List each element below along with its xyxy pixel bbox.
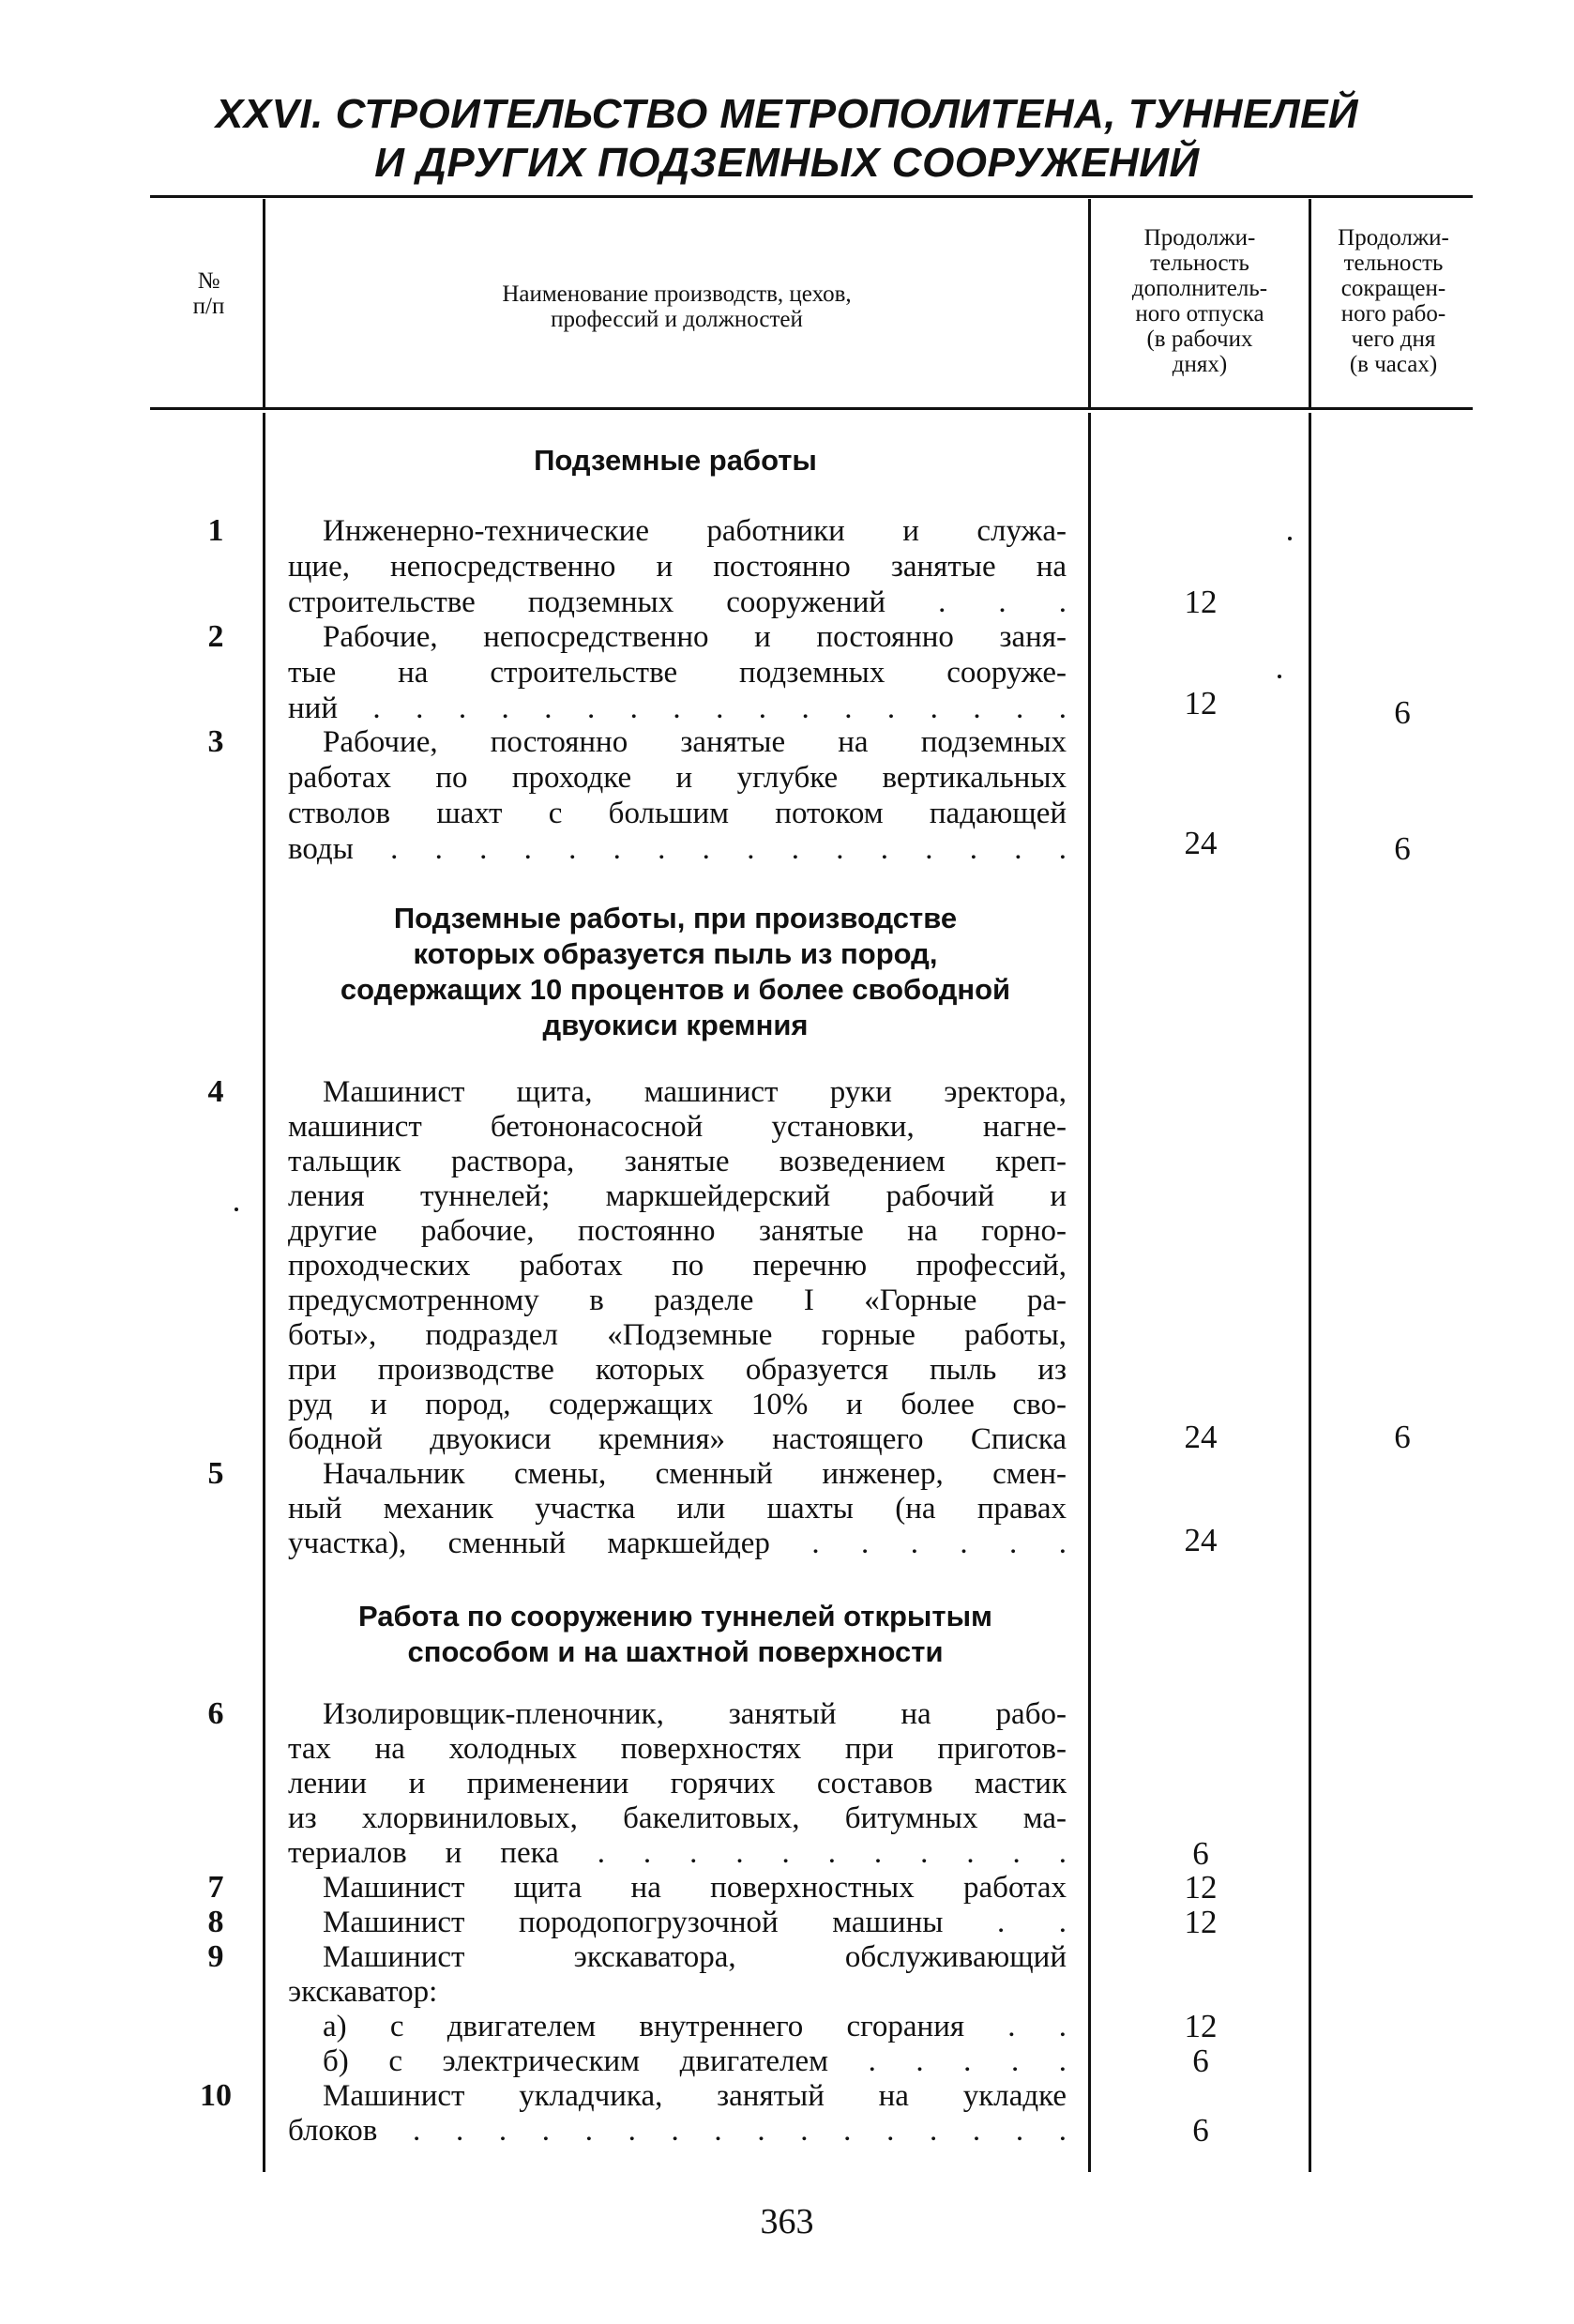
leave-value: 12 [1184,2008,1218,2044]
row-text: тые на строительстве подземных сооруже- [288,656,1067,690]
row-number: 8 [207,1905,224,1939]
short-day-value: 6 [1394,694,1411,731]
row-number: 6 [207,1696,224,1731]
row-text: а) с двигателем внутреннего сгорания . . [323,2010,1067,2043]
title-line-1: XXVI. СТРОИТЕЛЬСТВО МЕТРОПОЛИТЕНА, ТУННЕЛЕЙ [215,91,1359,137]
row-text: тах на холодных поверхностях при приготов- [288,1732,1067,1766]
leave-value: 12 [1184,1904,1218,1940]
scan-speck [1278,675,1281,678]
row-text: руд и пород, содержащих 10% и более сво- [288,1388,1067,1421]
row-text: Рабочие, непосредственно и постоянно заня- [323,620,1067,654]
page-number: 363 [760,2202,814,2241]
row-text: щие, непосредственно и постоянно занятые на [288,550,1067,584]
row-number: 5 [207,1456,224,1491]
page-title [0,90,1574,188]
row-text: участка), сменный маркшейдер . . . . . . [288,1527,1067,1560]
row-text: Машинист щита, машинист руки эректора, [323,1075,1067,1109]
short-day-value: 6 [1394,830,1411,867]
row-text: ный механик участка или шахты (на правах [288,1492,1067,1526]
row-text: тальщик раствора, занятые возведением креп- [288,1145,1067,1178]
row-text: Изолировщик-пленочник, занятый на рабо- [323,1697,1067,1731]
leave-value: 24 [1184,1522,1218,1558]
short-day-value: 6 [1394,1419,1411,1455]
title-line-2: И ДРУГИХ ПОДЗЕМНЫХ СООРУЖЕНИЙ [374,140,1200,186]
leave-value: 24 [1184,1419,1218,1455]
leave-value: 24 [1184,825,1218,861]
leave-value: 12 [1184,584,1218,620]
row-text: при производстве которых образуется пыль из [288,1353,1067,1387]
row-text: строительстве подземных сооружений . . . [288,585,1067,619]
section-heading: Подземные работы, при производстве которых образуется пыль из пород, содержащих 10 процентов и более свободной двуокиси кремния [340,902,1011,1041]
column-divider-3-body [1309,413,1311,2172]
row-text: предусмотренному в разделе I «Горные ра- [288,1284,1067,1317]
row-text: Машинист породопогрузочной машины . . [323,1906,1067,1939]
scan-speck [235,1208,238,1211]
row-number: 4 [207,1074,224,1109]
row-text: бодной двуокиси кремния» настоящего Списка [288,1422,1067,1456]
row-number: 10 [200,2078,232,2113]
leave-value: 12 [1184,685,1218,722]
row-text: экскаватор: [288,1975,438,2009]
section-heading: Работа по сооружению туннелей открытым способом и на шахтной поверхности [357,1600,992,1668]
row-text: лении и применении горячих составов мастик [288,1767,1067,1800]
row-text: стволов шахт с большим потоком падающей [288,797,1067,830]
section-heading: Подземные работы [534,444,817,477]
leave-value: 6 [1192,1835,1209,1872]
header-short-day: Продолжи- тельность сокращен- ного рабо- чего дня (в часах) [1338,225,1449,377]
row-number: 2 [207,619,224,654]
row-text: другие рабочие, постоянно занятые на горно- [288,1214,1067,1248]
column-divider-2-body [1088,413,1091,2172]
leave-value: 12 [1184,1869,1218,1906]
leave-value: 6 [1192,2043,1209,2079]
row-text: блоков . . . . . . . . . . . . . . . . [288,2114,1067,2148]
column-divider-1-body [263,413,265,2172]
leave-value: 6 [1192,2112,1209,2149]
row-text: ления туннелей; маркшейдерский рабочий и [288,1179,1067,1213]
row-text: Рабочие, постоянно занятые на подземных [323,725,1067,759]
header-number: № п/п [192,268,225,319]
row-text: ний . . . . . . . . . . . . . . . . . [288,691,1067,725]
row-text: проходческих работах по перечню профессий, [288,1249,1067,1283]
row-text: из хлорвиниловых, бакелитовых, битумных ма- [288,1801,1067,1835]
header-additional-leave: Продолжи- тельность дополнитель- ного отпуска (в рабочих днях) [1131,225,1268,377]
row-number: 9 [207,1939,224,1974]
row-text: боты», подраздел «Подземные горные работы, [288,1318,1067,1352]
row-text: машинист бетононасосной установки, нагне- [288,1110,1067,1144]
row-text: воды . . . . . . . . . . . . . . . . [288,832,1067,866]
row-text: териалов и пека . . . . . . . . . . . [288,1836,1067,1870]
row-number: 7 [207,1870,224,1905]
header-name: Наименование производств, цехов, профессий и должностей [502,281,852,332]
row-number: 1 [207,513,224,548]
row-text: Машинист экскаватора, обслуживающий [323,1940,1067,1974]
row-text: Машинист укладчика, занятый на укладке [323,2079,1067,2113]
row-number: 3 [207,724,224,759]
row-text: б) с электрическим двигателем . . . . . [323,2044,1067,2078]
row-text: Инженерно-технические работники и служа- [323,514,1067,548]
header-bottom-rule [150,407,1473,410]
table-top-rule [150,195,1473,198]
row-text: работах по проходке и углубке вертикальных [288,761,1067,795]
scan-speck [1288,537,1292,540]
row-text: Машинист щита на поверхностных работах [323,1871,1067,1905]
row-text: Начальник смены, сменный инженер, смен- [323,1457,1067,1491]
